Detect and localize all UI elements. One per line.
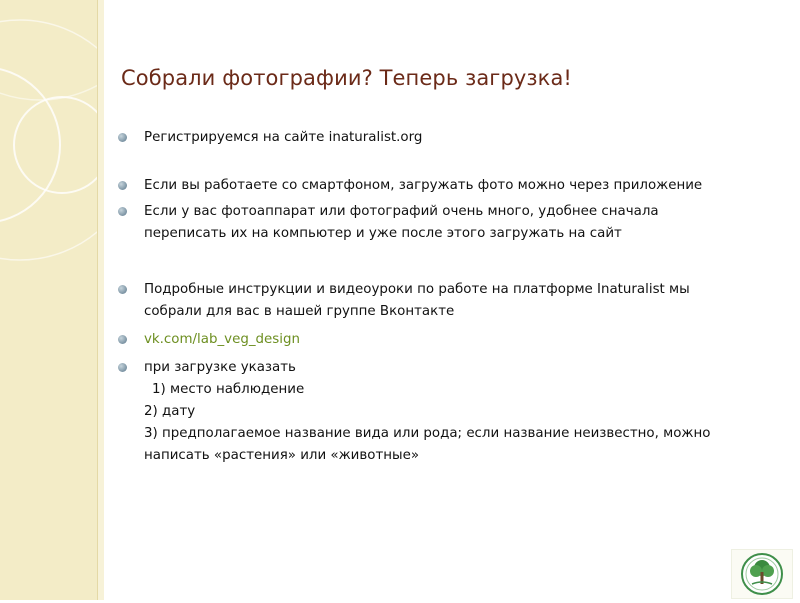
bullet-dot-icon <box>118 181 127 190</box>
bullet-text: Если у вас фотоаппарат или фотографий очень много, удобнее сначала <box>144 204 659 219</box>
decorative-sidebar <box>0 0 97 600</box>
tree-logo-icon <box>731 549 793 599</box>
bullet-smartphone <box>118 175 758 197</box>
bullet-text: Регистрируемся на сайте inaturalist.org <box>144 130 423 145</box>
upload-item-name: 3) предполагаемое название вида или рода; если название неизвестно, можно <box>144 426 711 441</box>
bullet-register <box>118 127 758 149</box>
vk-link[interactable]: vk.com/lab_veg_design <box>144 332 300 347</box>
upload-item-place: 1) место наблюдение <box>152 382 305 397</box>
bullet-instructions <box>118 279 758 323</box>
bullet-dot-icon <box>118 133 127 142</box>
bullet-dot-icon <box>118 207 127 216</box>
bullet-dot-icon <box>118 363 127 372</box>
upload-item-date: 2) дату <box>144 404 196 419</box>
bullet-link <box>118 329 758 351</box>
bullet-dot-icon <box>118 285 127 294</box>
bullet-dot-icon <box>118 335 127 344</box>
bullet-text: Если вы работаете со смартфоном, загружать фото можно через приложение <box>144 178 703 193</box>
bullet-list <box>118 127 758 467</box>
bullet-camera <box>118 201 758 245</box>
bullet-upload <box>118 357 758 467</box>
decorative-circles <box>0 0 97 600</box>
slide-title: Собрали фотографии? Теперь загрузка! <box>121 66 572 90</box>
bullet-text: Подробные инструкции и видеоуроки по работе на платформе Inaturalist мы <box>144 282 690 297</box>
bullet-text: при загрузке указать <box>144 360 296 375</box>
sidebar-divider <box>97 0 104 600</box>
upload-item-name-cont: написать «растения» или «животные» <box>144 448 420 463</box>
bullet-text: собрали для вас в нашей группе Вконтакте <box>144 304 455 319</box>
bullet-text: переписать их на компьютер и уже после этого загружать на сайт <box>144 226 622 241</box>
